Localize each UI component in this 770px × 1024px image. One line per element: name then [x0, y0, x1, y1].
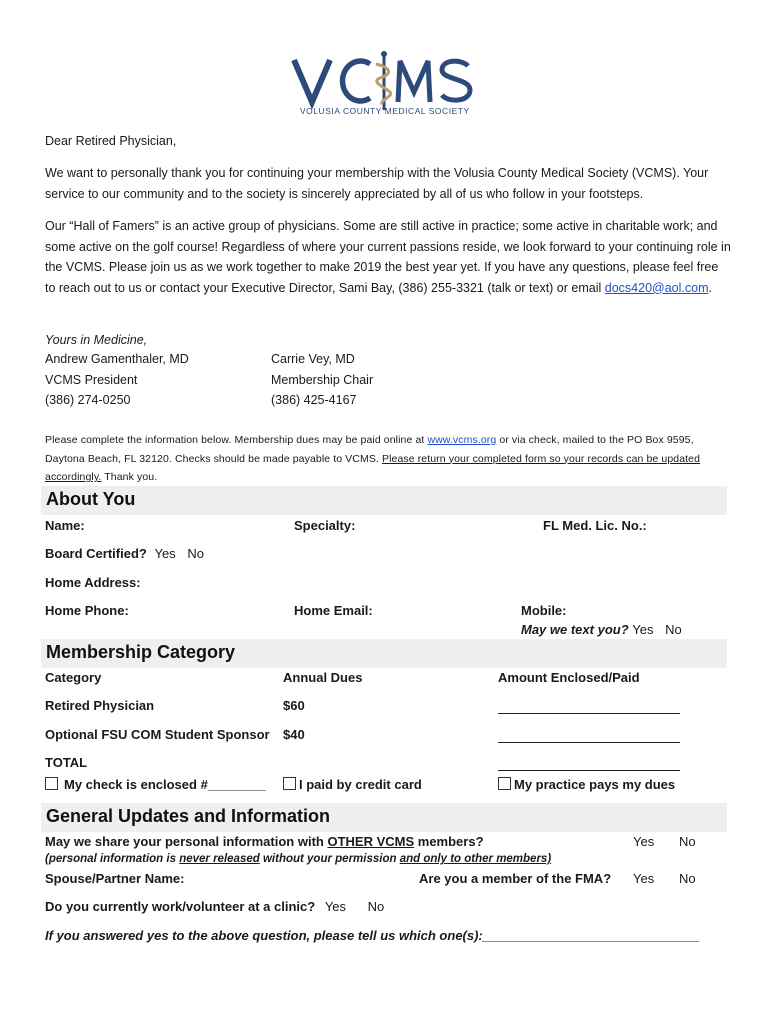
col-amount-header: Amount Enclosed/Paid	[498, 670, 640, 685]
row-retired-category: Retired Physician	[45, 698, 155, 713]
home-email-label: Home Email:	[294, 603, 373, 618]
credit-card-option[interactable]	[283, 777, 422, 792]
total-label: TOTAL	[45, 755, 88, 770]
chair-title: Membership Chair	[271, 372, 374, 387]
text-yes-option[interactable]: Yes	[632, 622, 654, 637]
chair-name: Carrie Vey, MD	[271, 352, 355, 366]
specialty-label: Specialty:	[294, 518, 356, 533]
privacy-note-only: and only to other members)	[399, 853, 552, 865]
president-title: VCMS President	[45, 372, 138, 387]
closing: Yours in Medicine,	[45, 333, 148, 347]
privacy-note-a: (personal information is	[45, 853, 176, 865]
credit-card-label: I paid by credit card	[299, 777, 422, 792]
row-fsu-dues: $40	[283, 727, 305, 742]
col-dues-header: Annual Dues	[283, 670, 363, 685]
share-text-a: May we share your personal information with	[45, 834, 324, 849]
text-consent-row	[521, 622, 682, 637]
board-certified-row	[45, 546, 204, 561]
signature-membership-chair	[271, 349, 373, 411]
instructions-text-a: Please complete the information below. Membership dues may be paid online at	[45, 434, 425, 446]
salutation: Dear Retired Physician,	[45, 134, 177, 148]
vcms-logo	[290, 48, 480, 122]
paragraph-2-period: .	[708, 280, 712, 295]
privacy-note-b: without your permission	[262, 853, 397, 865]
instructions	[45, 431, 731, 487]
about-you-band	[41, 486, 727, 515]
share-info-question	[45, 834, 484, 849]
vcms-website-link[interactable]: www.vcms.org	[427, 434, 497, 446]
row-fsu-amount-line[interactable]	[498, 742, 680, 743]
row-retired-amount-line[interactable]	[498, 713, 680, 714]
membership-heading: Membership Category	[46, 642, 236, 662]
check-enclosed-label: My check is enclosed #________	[64, 777, 266, 792]
share-text-b: members?	[417, 834, 484, 849]
home-phone-label: Home Phone:	[45, 603, 129, 618]
spouse-label: Spouse/Partner Name:	[45, 871, 185, 886]
director-email-link[interactable]: docs420@aol.com	[604, 280, 709, 295]
total-amount-line[interactable]	[498, 770, 680, 771]
clinic-no-option[interactable]: No	[367, 899, 385, 914]
home-address-label: Home Address:	[45, 575, 141, 590]
practice-pays-option[interactable]	[498, 777, 675, 792]
license-label: FL Med. Lic. No.:	[543, 518, 647, 533]
chair-phone: (386) 425-4167	[271, 393, 357, 407]
text-no-option[interactable]: No	[665, 622, 682, 637]
share-no-option[interactable]: No	[679, 834, 696, 849]
logo-subtitle: VOLUSIA COUNTY MEDICAL SOCIETY	[300, 106, 470, 116]
practice-pays-label: My practice pays my dues	[514, 777, 676, 792]
president-phone: (386) 274-0250	[45, 393, 131, 407]
fma-yes-option[interactable]: Yes	[633, 871, 655, 886]
clinic-yes-option[interactable]: Yes	[324, 899, 347, 914]
privacy-note	[45, 853, 551, 865]
letter-paragraph-1: We want to personally thank you for continuing your membership with the Volusia County Medical Society (VCMS). Your service to our community and to the society is sincerely appreciated by all of us who follow in your footsteps.	[45, 166, 709, 201]
share-text-underlined: OTHER VCMS	[327, 834, 415, 849]
instructions-thanks: Thank you.	[104, 471, 158, 483]
updates-heading: General Updates and Information	[46, 806, 331, 826]
clinic-question: Do you currently work/volunteer at a clinic?	[45, 899, 316, 914]
row-retired-dues: $60	[283, 698, 305, 713]
instructions-return-note: Please return your completed form so your records can be updated accordingly.	[45, 452, 701, 483]
mobile-label: Mobile:	[521, 603, 567, 618]
fma-question: Are you a member of the FMA?	[419, 871, 612, 886]
board-no-option[interactable]: No	[187, 546, 204, 561]
clinic-which-prompt[interactable]: If you answered yes to the above question, please tell us which one(s):______________________________	[45, 928, 700, 943]
text-consent-question: May we text you?	[521, 622, 629, 637]
letter-paragraph-2	[45, 216, 731, 298]
board-certified-label: Board Certified?	[45, 546, 147, 561]
president-name: Andrew Gamenthaler, MD	[45, 352, 189, 366]
board-yes-option[interactable]: Yes	[154, 546, 176, 561]
fma-no-option[interactable]: No	[679, 871, 696, 886]
clinic-row	[45, 899, 384, 914]
row-fsu-category: Optional FSU COM Student Sponsor	[45, 727, 270, 742]
practice-pays-checkbox[interactable]	[498, 777, 511, 790]
col-category-header: Category	[45, 670, 102, 685]
share-yes-option[interactable]: Yes	[633, 834, 655, 849]
check-enclosed-checkbox[interactable]	[45, 777, 58, 790]
check-enclosed-option[interactable]	[45, 777, 266, 792]
signature-president	[45, 349, 189, 411]
instructions-text-b: or via check, mailed to the PO Box 9595, Daytona Beach, FL 32120. Checks should be made payable to VCMS.	[45, 434, 694, 465]
about-you-heading: About You	[46, 489, 136, 509]
paragraph-2-text: Our “Hall of Famers” is an active group of physicians. Some are still active in practice; some active in charitable work; and some active on the golf course! Regardless of where your current passions reside, we look forward to your continuing role in the VCMS. Please join us as we work together to make 2019 the best year yet. If you have any questions, please feel free to reach out to us or contact your Executive Director, Sami Bay, (386) 255-3321 (talk or text) or email	[45, 219, 731, 295]
credit-card-checkbox[interactable]	[283, 777, 296, 790]
privacy-note-never: never released	[179, 853, 260, 865]
name-label: Name:	[45, 518, 85, 533]
